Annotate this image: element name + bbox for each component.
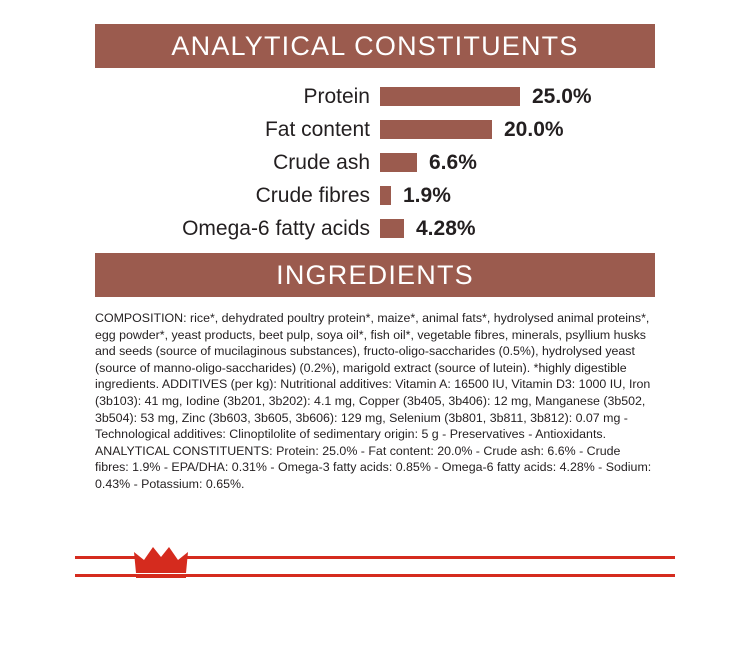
chart-row [95,113,655,146]
chart-bar [380,120,492,139]
chart-bar-wrapper [380,118,564,142]
chart-bar-wrapper [380,85,592,109]
footer-rule-right [187,556,675,559]
chart-category-label: Crude fibres [255,183,370,207]
chart-value-label: 1.9% [403,183,451,207]
ingredients-title: INGREDIENTS [276,259,474,290]
analytical-constituents-title: ANALYTICAL CONSTITUENTS [171,30,579,61]
chart-category-label: Fat content [264,117,370,141]
chart-bar-wrapper [380,184,451,208]
chart-bar-wrapper [380,151,477,175]
chart-category-label: Protein [303,84,370,108]
chart-row [95,212,655,245]
composition-text: COMPOSITION: rice*, dehydrated poultry protein*, maize*, animal fats*, hydrolysed animal proteins*, egg powder*, yeast products, beet pulp, soya oil*, fish oil*, vegetable fibres, minerals, psyllium husks and seeds (source of mucilaginous substances), fructo-oligo-saccharides (0.5%), hydrolysed yeast (source of manno-oligo-saccharides) (0.2%), marigold extract (source of lutein). *highly digestible ingredients. ADDITIVES (per kg): Nutritional additives: Vitamin A: 16500 IU, Vitamin D3: 1000 IU, Iron (3b103): 41 mg, Iodine (3b201, 3b202): 4.1 mg, Copper (3b405, 3b406): 12 mg, Manganese (3b502, 3b504): 53 mg, Zinc (3b603, 3b605, 3b606): 129 mg, Selenium (3b801, 3b811, 3b812): 0.07 mg - Technological additives: Clinoptilolite of sedimentary origin: 5 g - Preservatives - Antioxidants. ANALYTICAL CONSTITUENTS: Protein: 25.0% - Fat content: 20.0% - Crude ash: 6.6% - Crude fibres: 1.9% - EPA/DHA: 0.31% - Omega-3 fatty acids: 0.85% - Omega-6 fatty acids: 4.28% - Sodium: 0.43% - Potassium: 0.65%. [95,311,652,491]
chart-bar [380,219,404,238]
chart-category-label: Omega-6 fatty acids [182,216,370,240]
analytical-constituents-chart [95,80,655,245]
chart-bar [380,87,520,106]
chart-value-label: 4.28% [416,216,476,240]
chart-value-label: 25.0% [532,84,592,108]
chart-row [95,146,655,179]
chart-row [95,179,655,212]
footer [0,540,750,600]
royal-canin-crown-icon [131,543,191,581]
footer-rule-left [75,556,137,559]
chart-bar-wrapper [380,217,476,241]
chart-row [95,80,655,113]
chart-value-label: 20.0% [504,117,564,141]
chart-bar [380,186,391,205]
chart-category-label: Crude ash [273,150,370,174]
chart-bar [380,153,417,172]
chart-value-label: 6.6% [429,150,477,174]
analytical-constituents-header [95,24,655,68]
ingredients-header [95,253,655,297]
